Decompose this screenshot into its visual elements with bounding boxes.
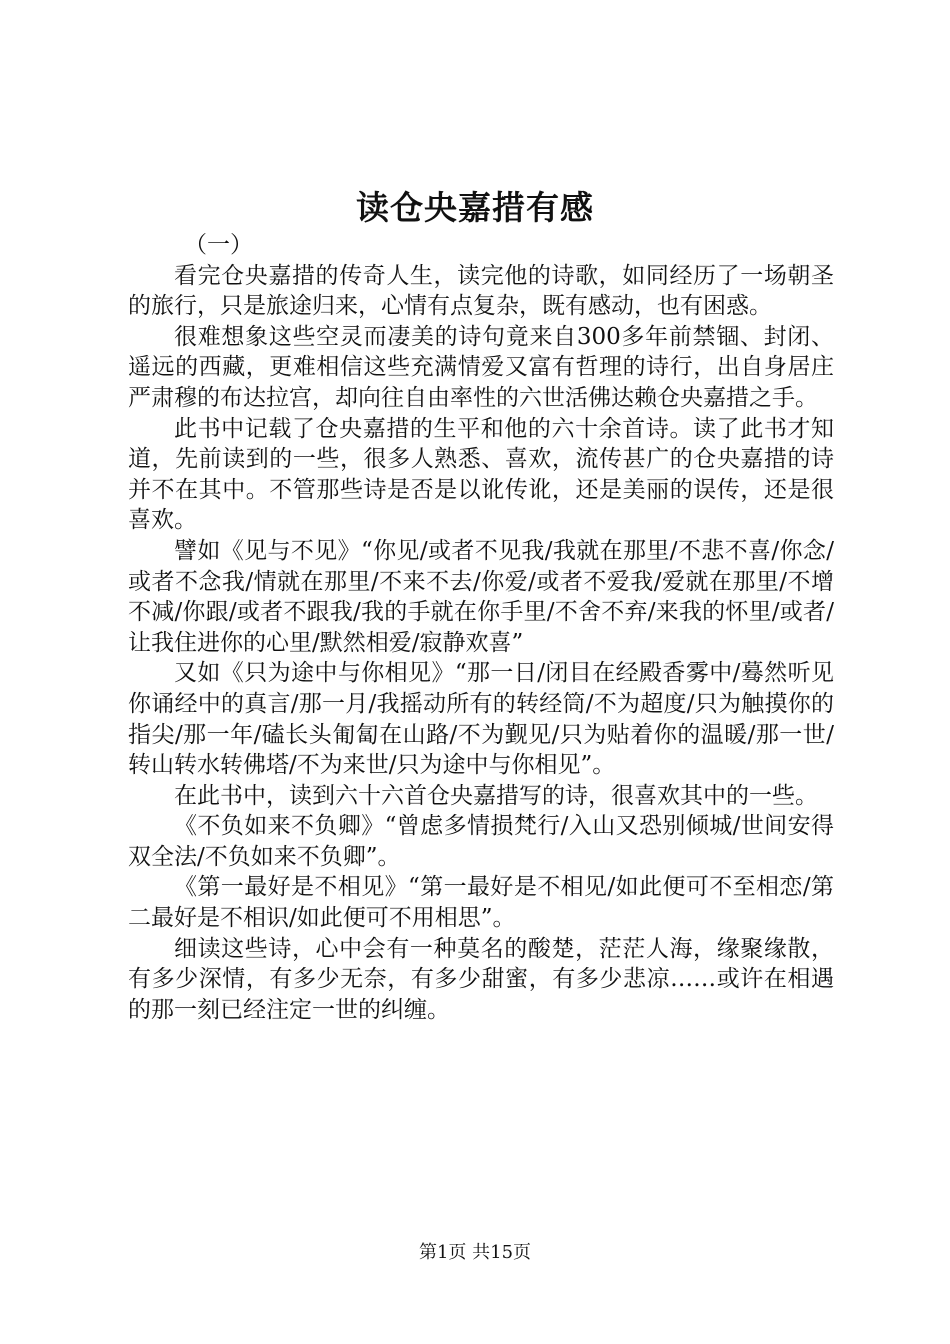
paragraph-3: 此书中记载了仓央嘉措的生平和他的六十余首诗。读了此书才知道，先前读到的一些，很多人熟悉、喜欢，流传甚广的仓央嘉措的诗并不在其中。不管那些诗是否是以讹传讹，还是美丽的误传，还是很喜欢。 [128,415,834,534]
paragraph-2: 很难想象这些空灵而凄美的诗句竟来自300多年前禁锢、封闭、遥远的西藏，更难相信这些充满情爱又富有哲理的诗行，出自身居庄严肃穆的布达拉宫，却向往自由率性的六世活佛达赖仓央嘉措之手。 [128,323,834,411]
page-footer: 第1页 共15页 [418,1242,532,1263]
paragraph-9: 细读这些诗，心中会有一种莫名的酸楚，茫茫人海，缘聚缘散，有多少深情，有多少无奈，有多少甜蜜，有多少悲凉……或许在相遇的那一刻已经注定一世的纠缠。 [128,935,834,1023]
paragraph-7: 《不负如来不负卿》“曾虑多情损梵行/入山又恐别倾城/世间安得双全法/不负如来不负卿”。 [128,813,834,870]
document-body [128,230,834,1025]
paragraph-1: 看完仓央嘉措的传奇人生，读完他的诗歌，如同经历了一场朝圣的旅行，只是旅途归来，心情有点复杂，既有感动，也有困惑。 [128,262,834,320]
paragraph-4: 譬如《见与不见》“你见/或者不见我/我就在那里/不悲不喜/你念/或者不念我/情就在那里/不来不去/你爱/或者不爱我/爱就在那里/不增不减/你跟/或者不跟我/我的手就在你手里/不舍不弃/来我的怀里/或者/让我住进你的心里/默然相爱/寂静欢喜” [128,537,834,656]
section-mark: （一） [184,232,253,258]
paragraph-6: 在此书中，读到六十六首仓央嘉措写的诗，很喜欢其中的一些。 [174,782,818,809]
paragraph-5: 又如《只为途中与你相见》“那一日/闭目在经殿香雾中/蓦然听见你诵经中的真言/那一月/我摇动所有的转经筒/不为超度/只为触摸你的指尖/那一年/磕长头匍匐在山路/不为觐见/只为贴着你的温暖/那一世/转山转水转佛塔/不为来世/只为途中与你相见”。 [128,660,834,779]
document-title: 读仓央嘉措有感 [356,188,594,227]
paragraph-8: 《第一最好是不相见》“第一最好是不相见/如此便可不至相恋/第二最好是不相识/如此便可不用相思”。 [128,874,834,932]
